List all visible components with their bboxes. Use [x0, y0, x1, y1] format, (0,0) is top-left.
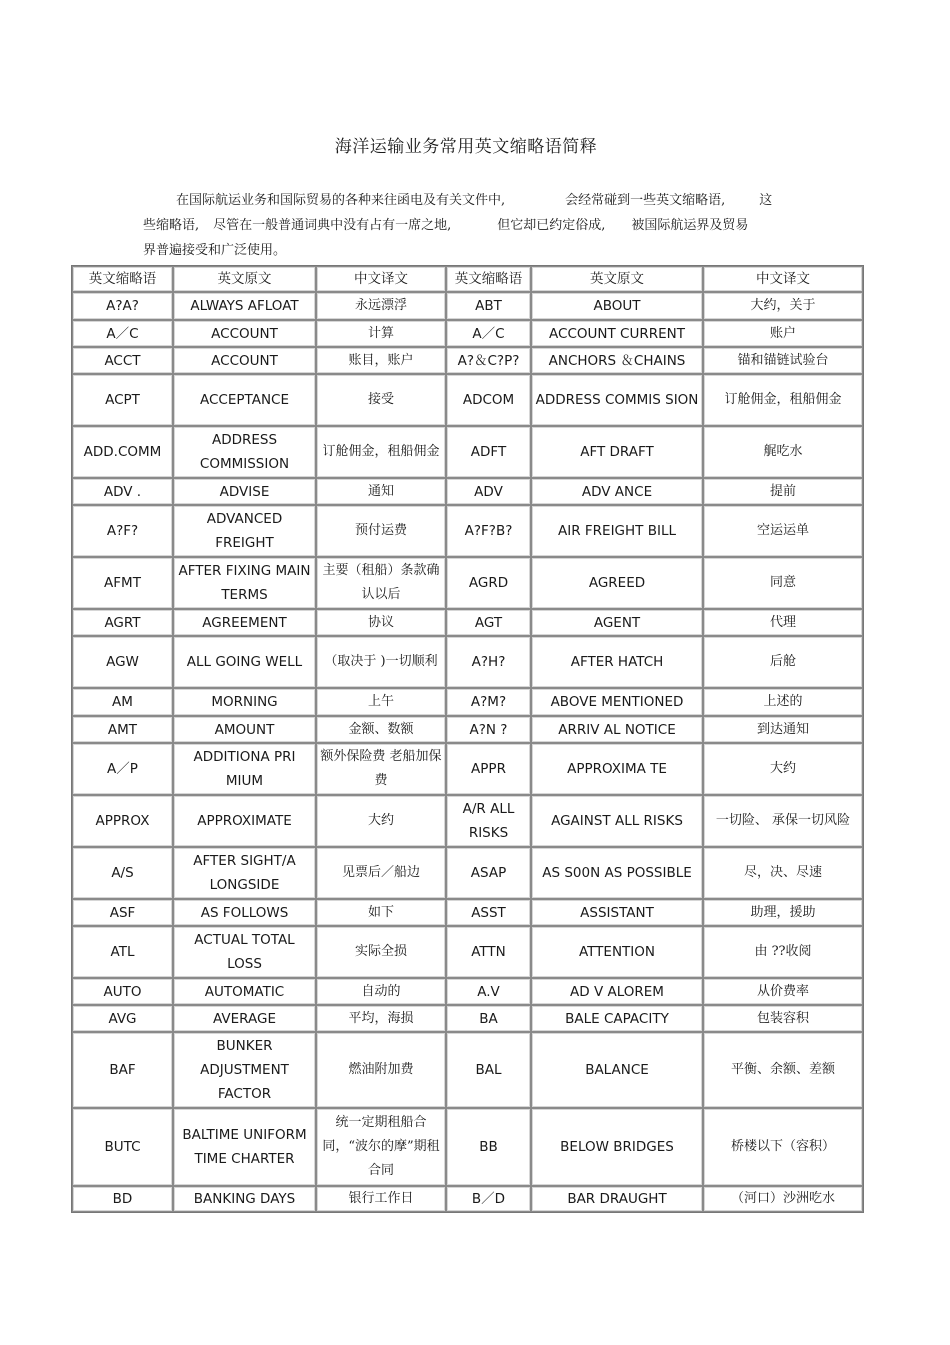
abbr-cell: AMT	[72, 716, 173, 743]
abbr-cell: AGRT	[72, 609, 173, 636]
english-cell: BANKING DAYS	[173, 1186, 316, 1212]
english-cell: BELOW BRIDGES	[531, 1108, 703, 1186]
abbr-cell: BA	[446, 1005, 531, 1032]
abbr-cell: AUTO	[72, 978, 173, 1005]
header-chinese: 中文译文	[316, 266, 446, 292]
abbr-cell: APPR	[446, 743, 531, 795]
english-cell: AS FOLLOWS	[173, 899, 316, 926]
english-cell: ADDRESS COMMIS SION	[531, 374, 703, 426]
chinese-cell: 接受	[316, 374, 446, 426]
english-cell: ACCOUNT	[173, 320, 316, 347]
table-row	[72, 636, 863, 688]
intro-line-2	[143, 213, 823, 238]
english-cell: APPROXIMATE	[173, 795, 316, 847]
english-cell: ANCHORS ＆CHAINS	[531, 347, 703, 374]
english-cell: AIR FREIGHT BILL	[531, 505, 703, 557]
intro-text: 在国际航运业务和国际贸易的各种来往函电及有关文件中,	[176, 193, 506, 208]
english-cell: BUNKER ADJUSTMENT FACTOR	[173, 1032, 316, 1108]
chinese-cell: 同意	[703, 557, 863, 609]
abbr-cell: AFMT	[72, 557, 173, 609]
english-cell: BALTIME UNIFORM TIME CHARTER	[173, 1108, 316, 1186]
table-row	[72, 609, 863, 636]
english-cell: AS S00N AS POSSIBLE	[531, 847, 703, 899]
english-cell: ABOVE MENTIONED	[531, 688, 703, 716]
chinese-cell: 计算	[316, 320, 446, 347]
abbr-cell: A?N ?	[446, 716, 531, 743]
table-row	[72, 716, 863, 743]
english-cell: AFTER SIGHT/A LONGSIDE	[173, 847, 316, 899]
chinese-cell: 桥楼以下（容积）	[703, 1108, 863, 1186]
abbr-cell: ASST	[446, 899, 531, 926]
english-cell: AFTER FIXING MAIN TERMS	[173, 557, 316, 609]
abbr-cell: BD	[72, 1186, 173, 1212]
chinese-cell: 账目，账户	[316, 347, 446, 374]
table-row	[72, 557, 863, 609]
english-cell: AGAINST ALL RISKS	[531, 795, 703, 847]
english-cell: AGREEMENT	[173, 609, 316, 636]
english-cell: AGENT	[531, 609, 703, 636]
abbr-cell: A?F?	[72, 505, 173, 557]
abbr-cell: ADV	[446, 478, 531, 505]
chinese-cell: 助理，援助	[703, 899, 863, 926]
table-row	[72, 899, 863, 926]
english-cell: AVERAGE	[173, 1005, 316, 1032]
chinese-cell: 预付运费	[316, 505, 446, 557]
intro-text: 但它却已约定俗成,	[497, 218, 606, 233]
abbr-cell: A／C	[446, 320, 531, 347]
chinese-cell: 银行工作日	[316, 1186, 446, 1212]
abbr-cell: AVG	[72, 1005, 173, 1032]
chinese-cell: 大约，关于	[703, 292, 863, 320]
abbr-cell: AM	[72, 688, 173, 716]
english-cell: ABOUT	[531, 292, 703, 320]
table-row	[72, 978, 863, 1005]
abbr-cell: A/R ALL RISKS	[446, 795, 531, 847]
abbr-cell: ACPT	[72, 374, 173, 426]
chinese-cell: （取决于 )一切顺利	[316, 636, 446, 688]
table-row	[72, 847, 863, 899]
chinese-cell: 大约	[316, 795, 446, 847]
chinese-cell: 上述的	[703, 688, 863, 716]
english-cell: ACCEPTANCE	[173, 374, 316, 426]
abbr-cell: A?A?	[72, 292, 173, 320]
table-row	[72, 478, 863, 505]
english-cell: ADVISE	[173, 478, 316, 505]
chinese-cell: 金额、数额	[316, 716, 446, 743]
chinese-cell: 如下	[316, 899, 446, 926]
abbr-cell: B／D	[446, 1186, 531, 1212]
english-cell: MORNING	[173, 688, 316, 716]
chinese-cell: 通知	[316, 478, 446, 505]
abbr-cell: ADFT	[446, 426, 531, 478]
chinese-cell: 主要（租船）条款确认以后	[316, 557, 446, 609]
chinese-cell: 包装容积	[703, 1005, 863, 1032]
abbr-cell: BB	[446, 1108, 531, 1186]
chinese-cell: 永远漂浮	[316, 292, 446, 320]
chinese-cell: 由 ??收阅	[703, 926, 863, 978]
english-cell: BALE CAPACITY	[531, 1005, 703, 1032]
header-chinese: 中文译文	[703, 266, 863, 292]
abbr-cell: A?＆C?P?	[446, 347, 531, 374]
abbreviation-table	[71, 265, 864, 1213]
table-row	[72, 292, 863, 320]
abbr-cell: ADCOM	[446, 374, 531, 426]
chinese-cell: 锚和锚链试验台	[703, 347, 863, 374]
table-header-row	[72, 266, 863, 292]
abbr-cell: ADV .	[72, 478, 173, 505]
intro-text: 这	[759, 193, 773, 208]
abbr-cell: A／C	[72, 320, 173, 347]
abbr-cell: BAF	[72, 1032, 173, 1108]
table-row	[72, 1186, 863, 1212]
english-cell: BAR DRAUGHT	[531, 1186, 703, 1212]
english-cell: ARRIV AL NOTICE	[531, 716, 703, 743]
intro-line-1	[143, 188, 823, 213]
table-row	[72, 426, 863, 478]
chinese-cell: 大约	[703, 743, 863, 795]
table-row	[72, 505, 863, 557]
chinese-cell: 平衡、余额、差额	[703, 1032, 863, 1108]
english-cell: ACCOUNT	[173, 347, 316, 374]
english-cell: ASSISTANT	[531, 899, 703, 926]
chinese-cell: 订舱佣金，租船佣金	[316, 426, 446, 478]
chinese-cell: 艉吃水	[703, 426, 863, 478]
abbr-cell: ACCT	[72, 347, 173, 374]
chinese-cell: 账户	[703, 320, 863, 347]
chinese-cell: 订舱佣金，租船佣金	[703, 374, 863, 426]
chinese-cell: 燃油附加费	[316, 1032, 446, 1108]
chinese-cell: （河口）沙洲吃水	[703, 1186, 863, 1212]
abbr-cell: APPROX	[72, 795, 173, 847]
chinese-cell: 实际全损	[316, 926, 446, 978]
table-row	[72, 688, 863, 716]
english-cell: ADDITIONA PRI MIUM	[173, 743, 316, 795]
chinese-cell: 统一定期租船合同，“波尔的摩”期租合同	[316, 1108, 446, 1186]
header-english: 英文原文	[173, 266, 316, 292]
abbr-cell: A.V	[446, 978, 531, 1005]
abbr-cell: A/S	[72, 847, 173, 899]
abbr-cell: ASF	[72, 899, 173, 926]
english-cell: AGREED	[531, 557, 703, 609]
abbr-cell: ATTN	[446, 926, 531, 978]
abbr-cell: AGRD	[446, 557, 531, 609]
chinese-cell: 从价费率	[703, 978, 863, 1005]
chinese-cell: 空运运单	[703, 505, 863, 557]
table-row	[72, 795, 863, 847]
english-cell: AFTER HATCH	[531, 636, 703, 688]
intro-text: 会经常碰到一些英文缩略语,	[565, 193, 726, 208]
chinese-cell: 平均，海损	[316, 1005, 446, 1032]
chinese-cell: 后舱	[703, 636, 863, 688]
chinese-cell: 尽，决、尽速	[703, 847, 863, 899]
chinese-cell: 一切险、 承保一切风险	[703, 795, 863, 847]
chinese-cell: 额外保险费 老船加保费	[316, 743, 446, 795]
table-row	[72, 1032, 863, 1108]
table-row	[72, 1005, 863, 1032]
abbr-cell: ADD.COMM	[72, 426, 173, 478]
chinese-cell: 上午	[316, 688, 446, 716]
intro-line-3: 界普遍接受和广泛使用。	[143, 243, 287, 258]
abbr-cell: BAL	[446, 1032, 531, 1108]
table-row	[72, 926, 863, 978]
english-cell: ADDRESS COMMISSION	[173, 426, 316, 478]
abbr-cell: A?M?	[446, 688, 531, 716]
document-title: 海洋运输业务常用英文缩略语简释	[334, 137, 598, 157]
chinese-cell: 见票后／船边	[316, 847, 446, 899]
english-cell: ATTENTION	[531, 926, 703, 978]
table-row	[72, 743, 863, 795]
abbr-cell: BUTC	[72, 1108, 173, 1186]
english-cell: ADVANCED FREIGHT	[173, 505, 316, 557]
english-cell: BALANCE	[531, 1032, 703, 1108]
english-cell: ALL GOING WELL	[173, 636, 316, 688]
header-english: 英文原文	[531, 266, 703, 292]
english-cell: ACTUAL TOTAL LOSS	[173, 926, 316, 978]
abbr-cell: ASAP	[446, 847, 531, 899]
english-cell: AMOUNT	[173, 716, 316, 743]
english-cell: AUTOMATIC	[173, 978, 316, 1005]
table-row	[72, 347, 863, 374]
abbr-cell: AGW	[72, 636, 173, 688]
abbr-cell: A?F?B?	[446, 505, 531, 557]
table-row	[72, 374, 863, 426]
chinese-cell: 自动的	[316, 978, 446, 1005]
chinese-cell: 代理	[703, 609, 863, 636]
abbr-cell: ATL	[72, 926, 173, 978]
abbr-cell: A／P	[72, 743, 173, 795]
intro-text: 尽管在一般普通词典中没有占有一席之地,	[213, 218, 452, 233]
intro-text: 些缩略语,	[143, 218, 200, 233]
english-cell: ADV ANCE	[531, 478, 703, 505]
chinese-cell: 提前	[703, 478, 863, 505]
english-cell: APPROXIMA TE	[531, 743, 703, 795]
english-cell: ALWAYS AFLOAT	[173, 292, 316, 320]
english-cell: AFT DRAFT	[531, 426, 703, 478]
table-row	[72, 1108, 863, 1186]
abbr-cell: A?H?	[446, 636, 531, 688]
intro-paragraph	[143, 188, 823, 263]
chinese-cell: 到达通知	[703, 716, 863, 743]
chinese-cell: 协议	[316, 609, 446, 636]
table-row	[72, 320, 863, 347]
abbr-cell: ABT	[446, 292, 531, 320]
table-body	[72, 292, 863, 1212]
abbr-cell: AGT	[446, 609, 531, 636]
intro-text: 被国际航运界及贸易	[631, 218, 749, 233]
english-cell: ACCOUNT CURRENT	[531, 320, 703, 347]
english-cell: AD V ALOREM	[531, 978, 703, 1005]
header-abbreviation: 英文缩略语	[446, 266, 531, 292]
header-abbreviation: 英文缩略语	[72, 266, 173, 292]
